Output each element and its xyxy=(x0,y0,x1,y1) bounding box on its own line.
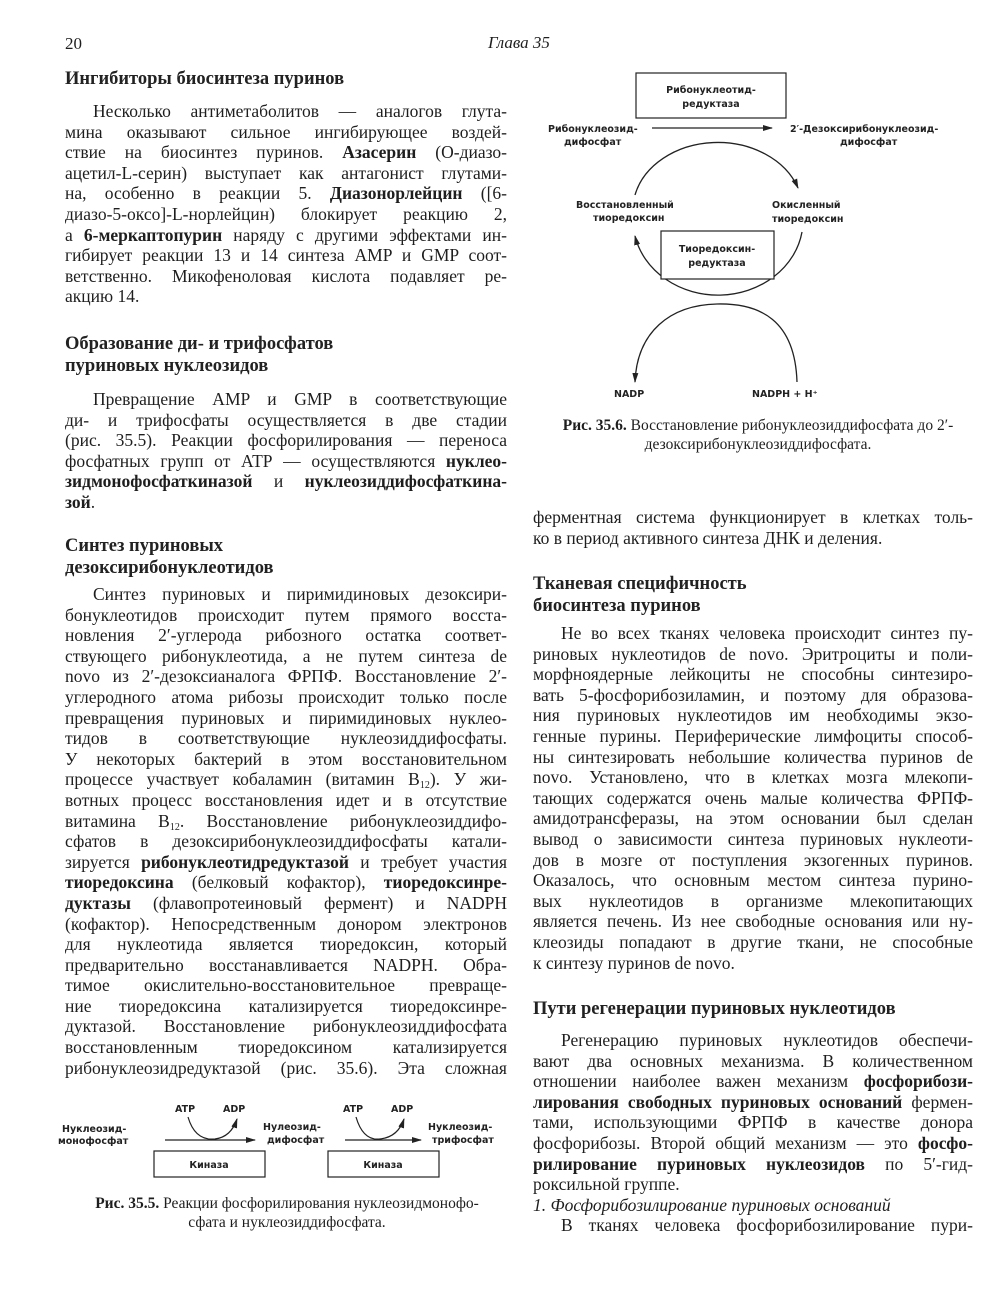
product1-label-line1: Нулеозид- xyxy=(263,1122,321,1133)
subheading-phosphoribosylation: 1. Фосфорибозилирование пуриновых оснований xyxy=(533,1194,891,1215)
ribonucleotide-reductase-label-line1: Рибонуклеотид- xyxy=(666,85,756,96)
figure-35-5-diagram xyxy=(55,1095,505,1185)
atp-label-2: ATP xyxy=(343,1104,364,1115)
line-diazonorleucine: на, особенно в реакции 5. Диазонорлейцин ([6- xyxy=(65,183,508,204)
nadp-label: NADP xyxy=(614,389,645,400)
line-mercaptopurine: а 6-меркаптопурин наряду с другими эффектами ин- xyxy=(65,224,507,245)
paragraph-inhibitors: Несколько антиметаболитов — аналогов глута- мина оказывают сильное ингибирующее воздей- ствие на биосинтез пуринов. Азасерин (О-диазо- ацетил-L-серин) выступает как антагонист глутами- на, особенно в реакции 5. Диазонорлейцин ([6- диазо-5-оксо]-L-норлейцин) блокирует реакцию 2, а 6-меркаптопурин наряду с другими эффектами ин- гибирует реакции 13 и 14 синтеза AMP и GMP соот- ветственно. Микофеноловая кислота подавляет ре- акцию 14. xyxy=(65,101,508,307)
kinase-label-1: Киназа xyxy=(189,1160,229,1171)
adp-label-2: ADP xyxy=(391,1104,414,1115)
paragraph-di-triphosphates: Превращение AMP и GMP в соответствующие ди- и трифосфаты осуществляется в две стадии (рис. 35.5). Реакции фосфорилирования — переноса фосфатных групп от АТР — осуществляются нуклео- зидмонофосфаткиназой и нуклеозиддифосфаткина- зой. xyxy=(65,389,507,512)
heading-di-triphosphates: Образование ди- и трифосфатов пуриновых нуклеозидов xyxy=(65,334,334,376)
oxidized-thioredoxin-label-line1: Окисленный xyxy=(772,200,841,211)
figure-35-5-caption: Рис. 35.5. Реакции фосфорилирования нуклеозидмонофо- сфата и нуклеозиддифосфата. xyxy=(95,1195,479,1231)
nadph-oxidation-arc xyxy=(635,304,797,382)
kinase-label-2: Киназа xyxy=(363,1160,403,1171)
product-label-line2: дифосфат xyxy=(840,137,898,148)
running-head: Глава 35 xyxy=(488,33,550,52)
atp-adp-arc-1 xyxy=(188,1117,237,1139)
thioredoxin-reductase-label-line2: редуктаза xyxy=(688,258,746,269)
paragraph-continuation: ферментная система функционирует в клетках толь- ко в период активного синтеза ДНК и деления. xyxy=(533,507,973,548)
substrate1-label-line1: Нуклеозид- xyxy=(62,1124,127,1135)
line-azaserine: ствие на биосинтез пуринов. Азасерин (О-диазо- xyxy=(65,142,508,163)
substrate-label-line1: Рибонуклеозид- xyxy=(548,124,638,135)
atp-label-1: ATP xyxy=(175,1104,196,1115)
paragraph-tissue-specificity: Не во всех тканях человека происходит синтез пу- риновых нуклеотидов de novo. Эритроциты и поли- морфноядерные лейкоциты не способны синтезиро- вать 5-фосфорибозиламин, и поэтому для образова- ния пуриновых нуклеотидов им необходимы экзо- генные пурины. Периферические лимфоциты способ- ны синтезировать небольшие количества пуринов de novo. Установлено, что в клетках мозга млекопи- тающих содержатся очень малые количества ФРПФ- амидотрансферазы, на этом основании был сделан вывод о зависимости синтеза пуриновых нуклеоти- дов в мозге от поступления экзогенных пуринов. Оказалось, что основным местом синтеза пурино- вых нуклеотидов в организме млекопитающих является печень. Из нее свободные основания или ну- клеозиды попадают в другие ткани, не способные к синтезу пуринов de novo. xyxy=(533,623,973,973)
thioredoxin-reductase-label-line1: Тиоредоксин- xyxy=(678,244,756,255)
reduced-thioredoxin-label-line1: Восстановленный xyxy=(576,200,674,211)
figure-35-6-caption: Рис. 35.6. Восстановление рибонуклеозиддифосфата до 2′- дезоксирибонуклеозиддифосфата. xyxy=(562,417,954,453)
reduced-thioredoxin-label-line2: тиоредоксин xyxy=(593,213,665,224)
paragraph-deoxyribonucleotides: Синтез пуриновых и пиримидиновых дезоксири- бонуклеотидов происходит путем прямого восста- новления 2′-углерода рибозного остатка соответ- ствующего рибонуклеотида, а не путем синтеза de novo из 2′-дезоксианалога ФРПФ. Восстановление 2′- углеродного атома рибозы происходит только после превращения пуриновых и пиримидиновых нуклео- тидов в соответствующие нуклеозиддифосфаты. У некоторых бактерий в этом восстановительном процессе участвует кобаламин (витамин $B_{12}$). У жи- вотных процесс восстановления идет и в отсутствие витамина $B_{12}$. Восстановление рибонуклеозиддифо- сфатов в дезоксирибонуклеозиддифосфаты катали- зируется рибонуклеотидредуктазой и требует участия тиоредоксина (белковый кофактор), тиоредоксинре- дуктазы (флавопротеиновый фермент) и NADPH (кофактор). Непосредственным донором электронов для нуклеотида является тиоредоксин, который предварительно восстанавливается NADPH. Обра- тимое окислительно-восстановительное превраще- ние тиоредоксина катализируется тиоредоксинре- дуктазой. Восстановление рибонуклеозиддифосфата восстановленным тиоредоксином катализируется рибонуклеозидредуктазой (рис. 35.6). Эта сложная xyxy=(65,584,507,1078)
thioredoxin-reductase-box xyxy=(661,231,774,279)
product2-label-line2: трифосфат xyxy=(432,1135,494,1146)
ribonucleotide-reductase-label-line2: редуктаза xyxy=(682,99,740,110)
atp-adp-arc-2 xyxy=(356,1117,404,1139)
heading-deoxyribonucleotides: Синтез пуриновых дезоксирибонуклеотидов xyxy=(65,536,274,578)
heading-inhibitors: Ингибиторы биосинтеза пуринов xyxy=(65,69,345,89)
substrate1-label-line2: монофосфат xyxy=(58,1136,129,1147)
paragraph-salvage: Регенерацию пуриновых нуклеотидов обеспечи- вают два основных механизма. В количественном отношении наиболее важен механизм фосфорибози- лирования свободных пуриновых оснований фермен- тами, использующими ФРПФ в качестве донора фосфорибозы. Второй общий механизм — это фосфо- рилирование пуриновых нуклеозидов по 5′-гид- роксильной группе. 1. Фосфорибозилирование пуриновых оснований В тканях человека фосфорибозилирование пури- xyxy=(533,1030,973,1236)
heading-salvage: Пути регенерации пуриновых нуклеотидов xyxy=(533,999,896,1019)
thioredoxin-oxidation-arc xyxy=(635,142,798,195)
substrate-label-line2: дифосфат xyxy=(564,137,622,148)
product2-label-line1: Нуклеозид- xyxy=(428,1122,493,1133)
product-label-line1: 2′-Дезоксирибонуклеозид- xyxy=(790,124,939,135)
figure-35-6-diagram xyxy=(540,70,960,400)
nadph-label: NADPH + H⁺ xyxy=(752,389,818,400)
page-number: 20 xyxy=(65,34,82,53)
product1-label-line2: дифосфат xyxy=(267,1135,325,1146)
adp-label-1: ADP xyxy=(223,1104,246,1115)
heading-tissue-specificity: Тканевая специфичность биосинтеза пуринов xyxy=(533,574,747,616)
oxidized-thioredoxin-label-line2: тиоредоксин xyxy=(772,214,844,225)
